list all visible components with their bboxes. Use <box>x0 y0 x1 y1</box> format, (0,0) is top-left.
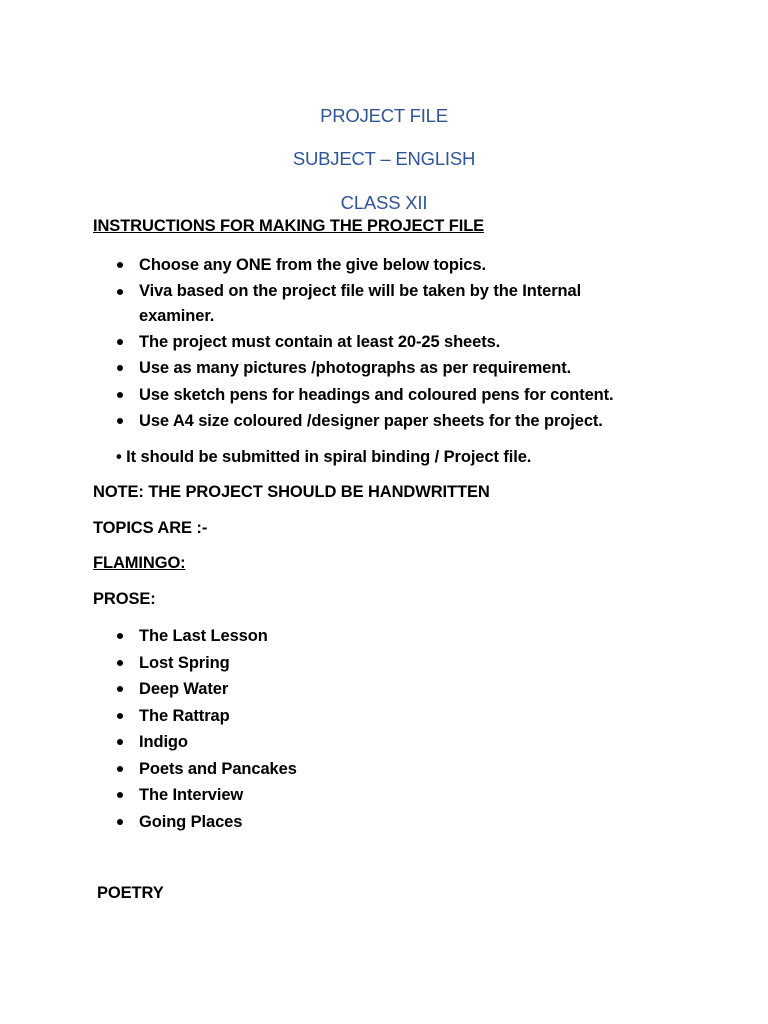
prose-item: Lost Spring <box>0 650 297 677</box>
submission-instruction: • It should be submitted in spiral binding / Project file. <box>116 448 532 466</box>
instruction-item: Viva based on the project file will be taken by the Internal examiner. <box>0 279 659 329</box>
prose-item: Indigo <box>0 729 297 756</box>
bullet-icon <box>117 739 123 745</box>
bullet-icon <box>117 392 123 398</box>
prose-item: The Last Lesson <box>0 623 297 650</box>
bullet-icon <box>117 686 123 692</box>
instruction-item: Use A4 size coloured /designer paper sheets for the project. <box>0 408 659 435</box>
prose-item: Going Places <box>0 809 297 836</box>
prose-heading: PROSE: <box>93 590 156 608</box>
instructions-list <box>0 252 659 435</box>
prose-item: The Rattrap <box>0 703 297 730</box>
flamingo-heading: FLAMINGO: <box>93 554 186 572</box>
topics-heading: TOPICS ARE :- <box>93 519 208 537</box>
instruction-item: Use as many pictures /photographs as per requirement. <box>0 355 659 382</box>
bullet-icon <box>117 713 123 719</box>
bullet-icon <box>117 660 123 666</box>
note-line: NOTE: THE PROJECT SHOULD BE HANDWRITTEN <box>93 483 490 501</box>
instruction-item: Use sketch pens for headings and coloured pens for content. <box>0 382 659 409</box>
subject-title: SUBJECT – ENGLISH <box>292 148 476 169</box>
prose-item: Deep Water <box>0 676 297 703</box>
prose-list <box>0 623 297 835</box>
instruction-item: Choose any ONE from the give below topics. <box>0 252 659 279</box>
bullet-icon <box>117 365 123 371</box>
bullet-icon <box>117 418 123 424</box>
page-title: PROJECT FILE <box>320 105 448 126</box>
bullet-icon <box>117 339 123 345</box>
prose-item: Poets and Pancakes <box>0 756 297 783</box>
instructions-heading: INSTRUCTIONS FOR MAKING THE PROJECT FILE <box>93 217 485 235</box>
bullet-icon <box>117 792 123 798</box>
prose-item: The Interview <box>0 782 297 809</box>
bullet-icon <box>117 766 123 772</box>
instruction-item: The project must contain at least 20-25 sheets. <box>0 329 659 356</box>
poetry-heading: POETRY <box>97 884 164 902</box>
class-title: CLASS XII <box>340 192 428 213</box>
bullet-icon <box>117 633 123 639</box>
bullet-icon <box>117 262 123 268</box>
bullet-icon <box>117 289 123 295</box>
bullet-icon <box>117 819 123 825</box>
